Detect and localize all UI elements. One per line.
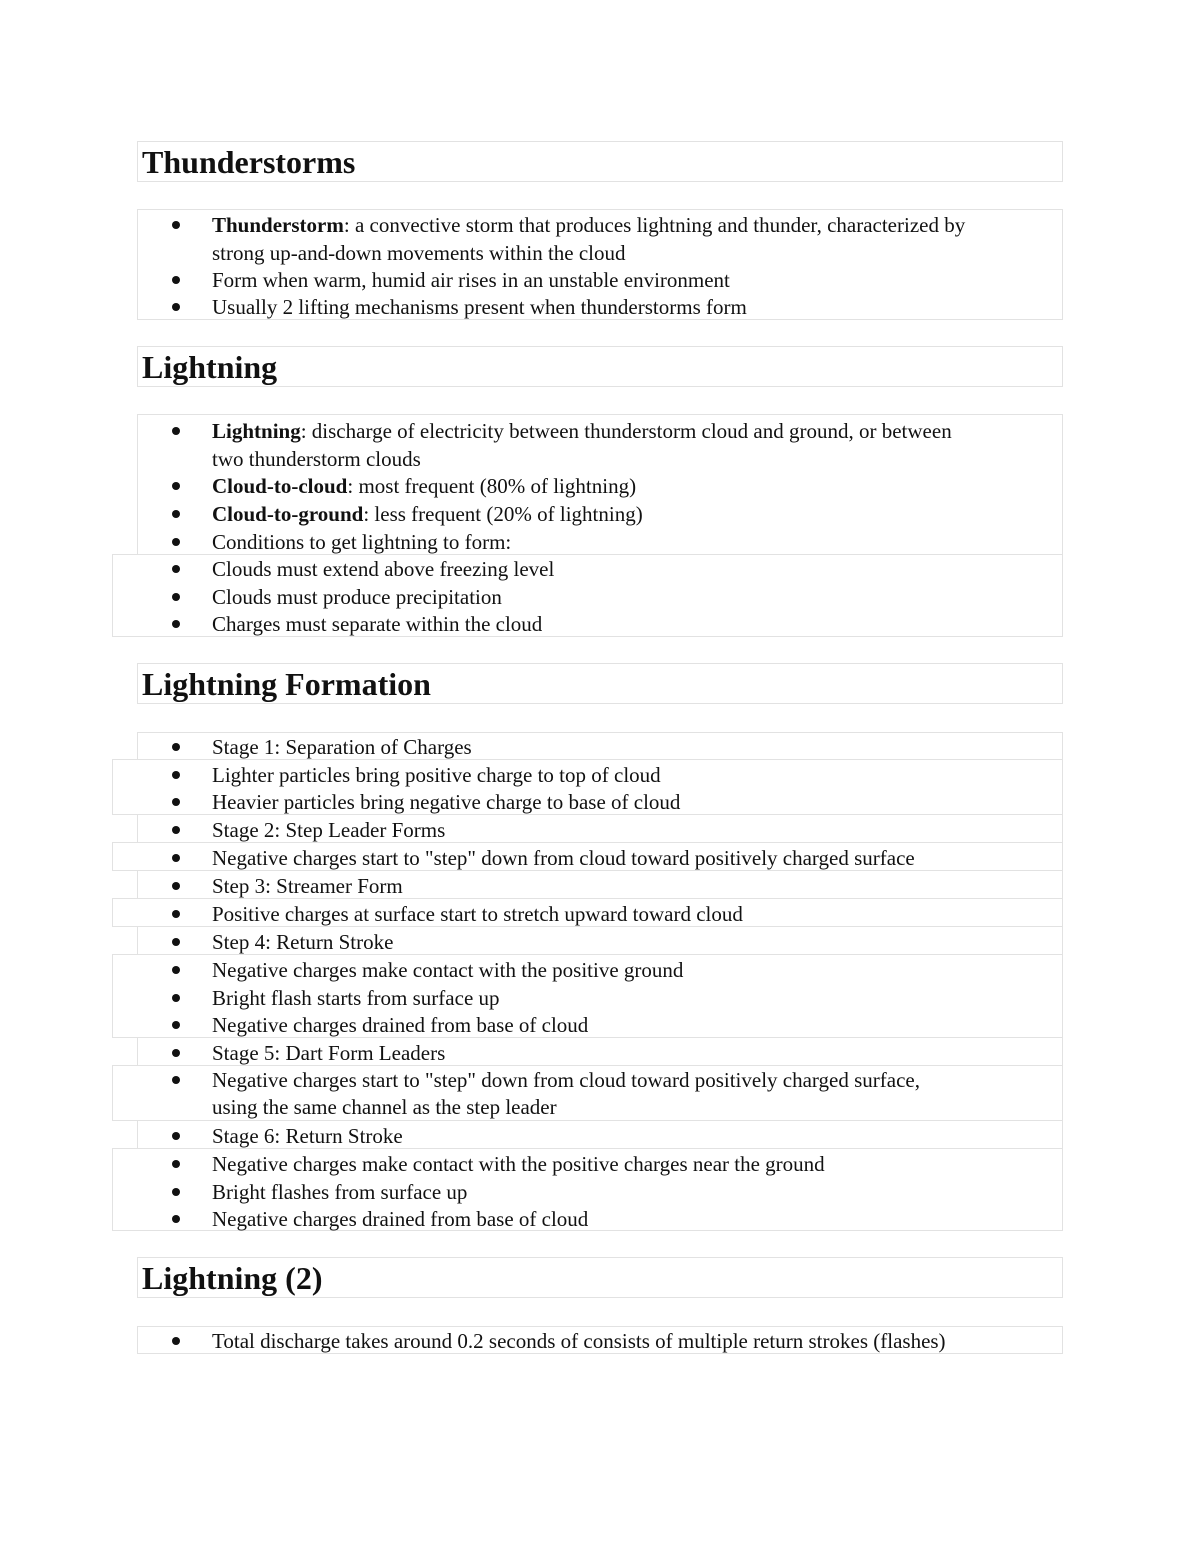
- bullet: [172, 743, 180, 751]
- bullet: [172, 565, 180, 573]
- bullet: [172, 221, 180, 229]
- bullet: [172, 1132, 180, 1140]
- list-item-continued: using the same channel as the step leader: [212, 1095, 557, 1119]
- bullet: [172, 771, 180, 779]
- list-item: Negative charges drained from base of cloud: [212, 1013, 589, 1037]
- bullet: [172, 1076, 180, 1084]
- list-item: [212, 472, 636, 500]
- bullet: [172, 1188, 180, 1196]
- item-text: : discharge of electricity between thunderstorm cloud and ground, or between: [300, 419, 952, 443]
- bullet: [172, 538, 180, 546]
- section-title: Thunderstorms: [142, 144, 356, 180]
- list-item: Form when warm, humid air rises in an unstable environment: [212, 268, 730, 292]
- list-item: Heavier particles bring negative charge to base of cloud: [212, 790, 681, 814]
- bullet: [172, 882, 180, 890]
- bullet: [172, 1049, 180, 1057]
- item-text: : a convective storm that produces lightning and thunder, characterized by: [343, 213, 966, 237]
- list-item: [212, 211, 965, 239]
- list-item: Negative charges make contact with the positive charges near the ground: [212, 1152, 825, 1176]
- bullet: [172, 427, 180, 435]
- item-text: : most frequent (80% of lightning): [347, 474, 637, 498]
- bullet: [172, 1215, 180, 1223]
- bullet: [172, 303, 180, 311]
- bullet: [172, 854, 180, 862]
- list-item: Usually 2 lifting mechanisms present when thunderstorms form: [212, 295, 747, 319]
- section-title: Lightning (2): [142, 1260, 323, 1296]
- term: Cloud-to-ground: [212, 502, 364, 526]
- bullet: [172, 1160, 180, 1168]
- list-item: [212, 500, 643, 528]
- list-item: Negative charges make contact with the positive ground: [212, 958, 684, 982]
- list-item: Negative charges start to "step" down from cloud toward positively charged surface: [212, 846, 915, 870]
- list-item: Conditions to get lightning to form:: [212, 530, 512, 554]
- list-item: [212, 417, 952, 445]
- list-item: Step 4: Return Stroke: [212, 930, 394, 954]
- list-item: Clouds must extend above freezing level: [212, 557, 555, 581]
- bullet: [172, 593, 180, 601]
- list-item-continued: two thunderstorm clouds: [212, 447, 421, 471]
- section-title: Lightning Formation: [142, 666, 431, 702]
- bullet: [172, 1337, 180, 1345]
- list-item: Clouds must produce precipitation: [212, 585, 502, 609]
- section-title: Lightning: [142, 349, 278, 385]
- bullet: [172, 994, 180, 1002]
- list-item: Bright flash starts from surface up: [212, 986, 500, 1010]
- bullet: [172, 966, 180, 974]
- bullet: [172, 938, 180, 946]
- list-item: Step 3: Streamer Form: [212, 874, 403, 898]
- list-item-continued: strong up-and-down movements within the cloud: [212, 241, 626, 265]
- list-item: Charges must separate within the cloud: [212, 612, 543, 636]
- bullet: [172, 798, 180, 806]
- list-item: Negative charges drained from base of cloud: [212, 1207, 589, 1231]
- list-item: Lighter particles bring positive charge to top of cloud: [212, 763, 661, 787]
- list-item: Stage 5: Dart Form Leaders: [212, 1041, 446, 1065]
- list-item: Bright flashes from surface up: [212, 1180, 468, 1204]
- list-item: Negative charges start to "step" down from cloud toward positively charged surface,: [212, 1068, 920, 1092]
- bullet: [172, 482, 180, 490]
- bullet: [172, 910, 180, 918]
- list-item: Stage 6: Return Stroke: [212, 1124, 403, 1148]
- list-item: Positive charges at surface start to stretch upward toward cloud: [212, 902, 743, 926]
- list-item: Stage 2: Step Leader Forms: [212, 818, 446, 842]
- item-text: : less frequent (20% of lightning): [363, 502, 643, 526]
- bullet: [172, 276, 180, 284]
- bullet: [172, 510, 180, 518]
- list-item: Stage 1: Separation of Charges: [212, 735, 472, 759]
- term: Lightning: [212, 419, 301, 443]
- bullet: [172, 1021, 180, 1029]
- list-item: Total discharge takes around 0.2 seconds of consists of multiple return strokes (flashes): [212, 1329, 946, 1353]
- term: Cloud-to-cloud: [212, 474, 348, 498]
- bullet: [172, 826, 180, 834]
- bullet: [172, 620, 180, 628]
- term: Thunderstorm: [212, 213, 344, 237]
